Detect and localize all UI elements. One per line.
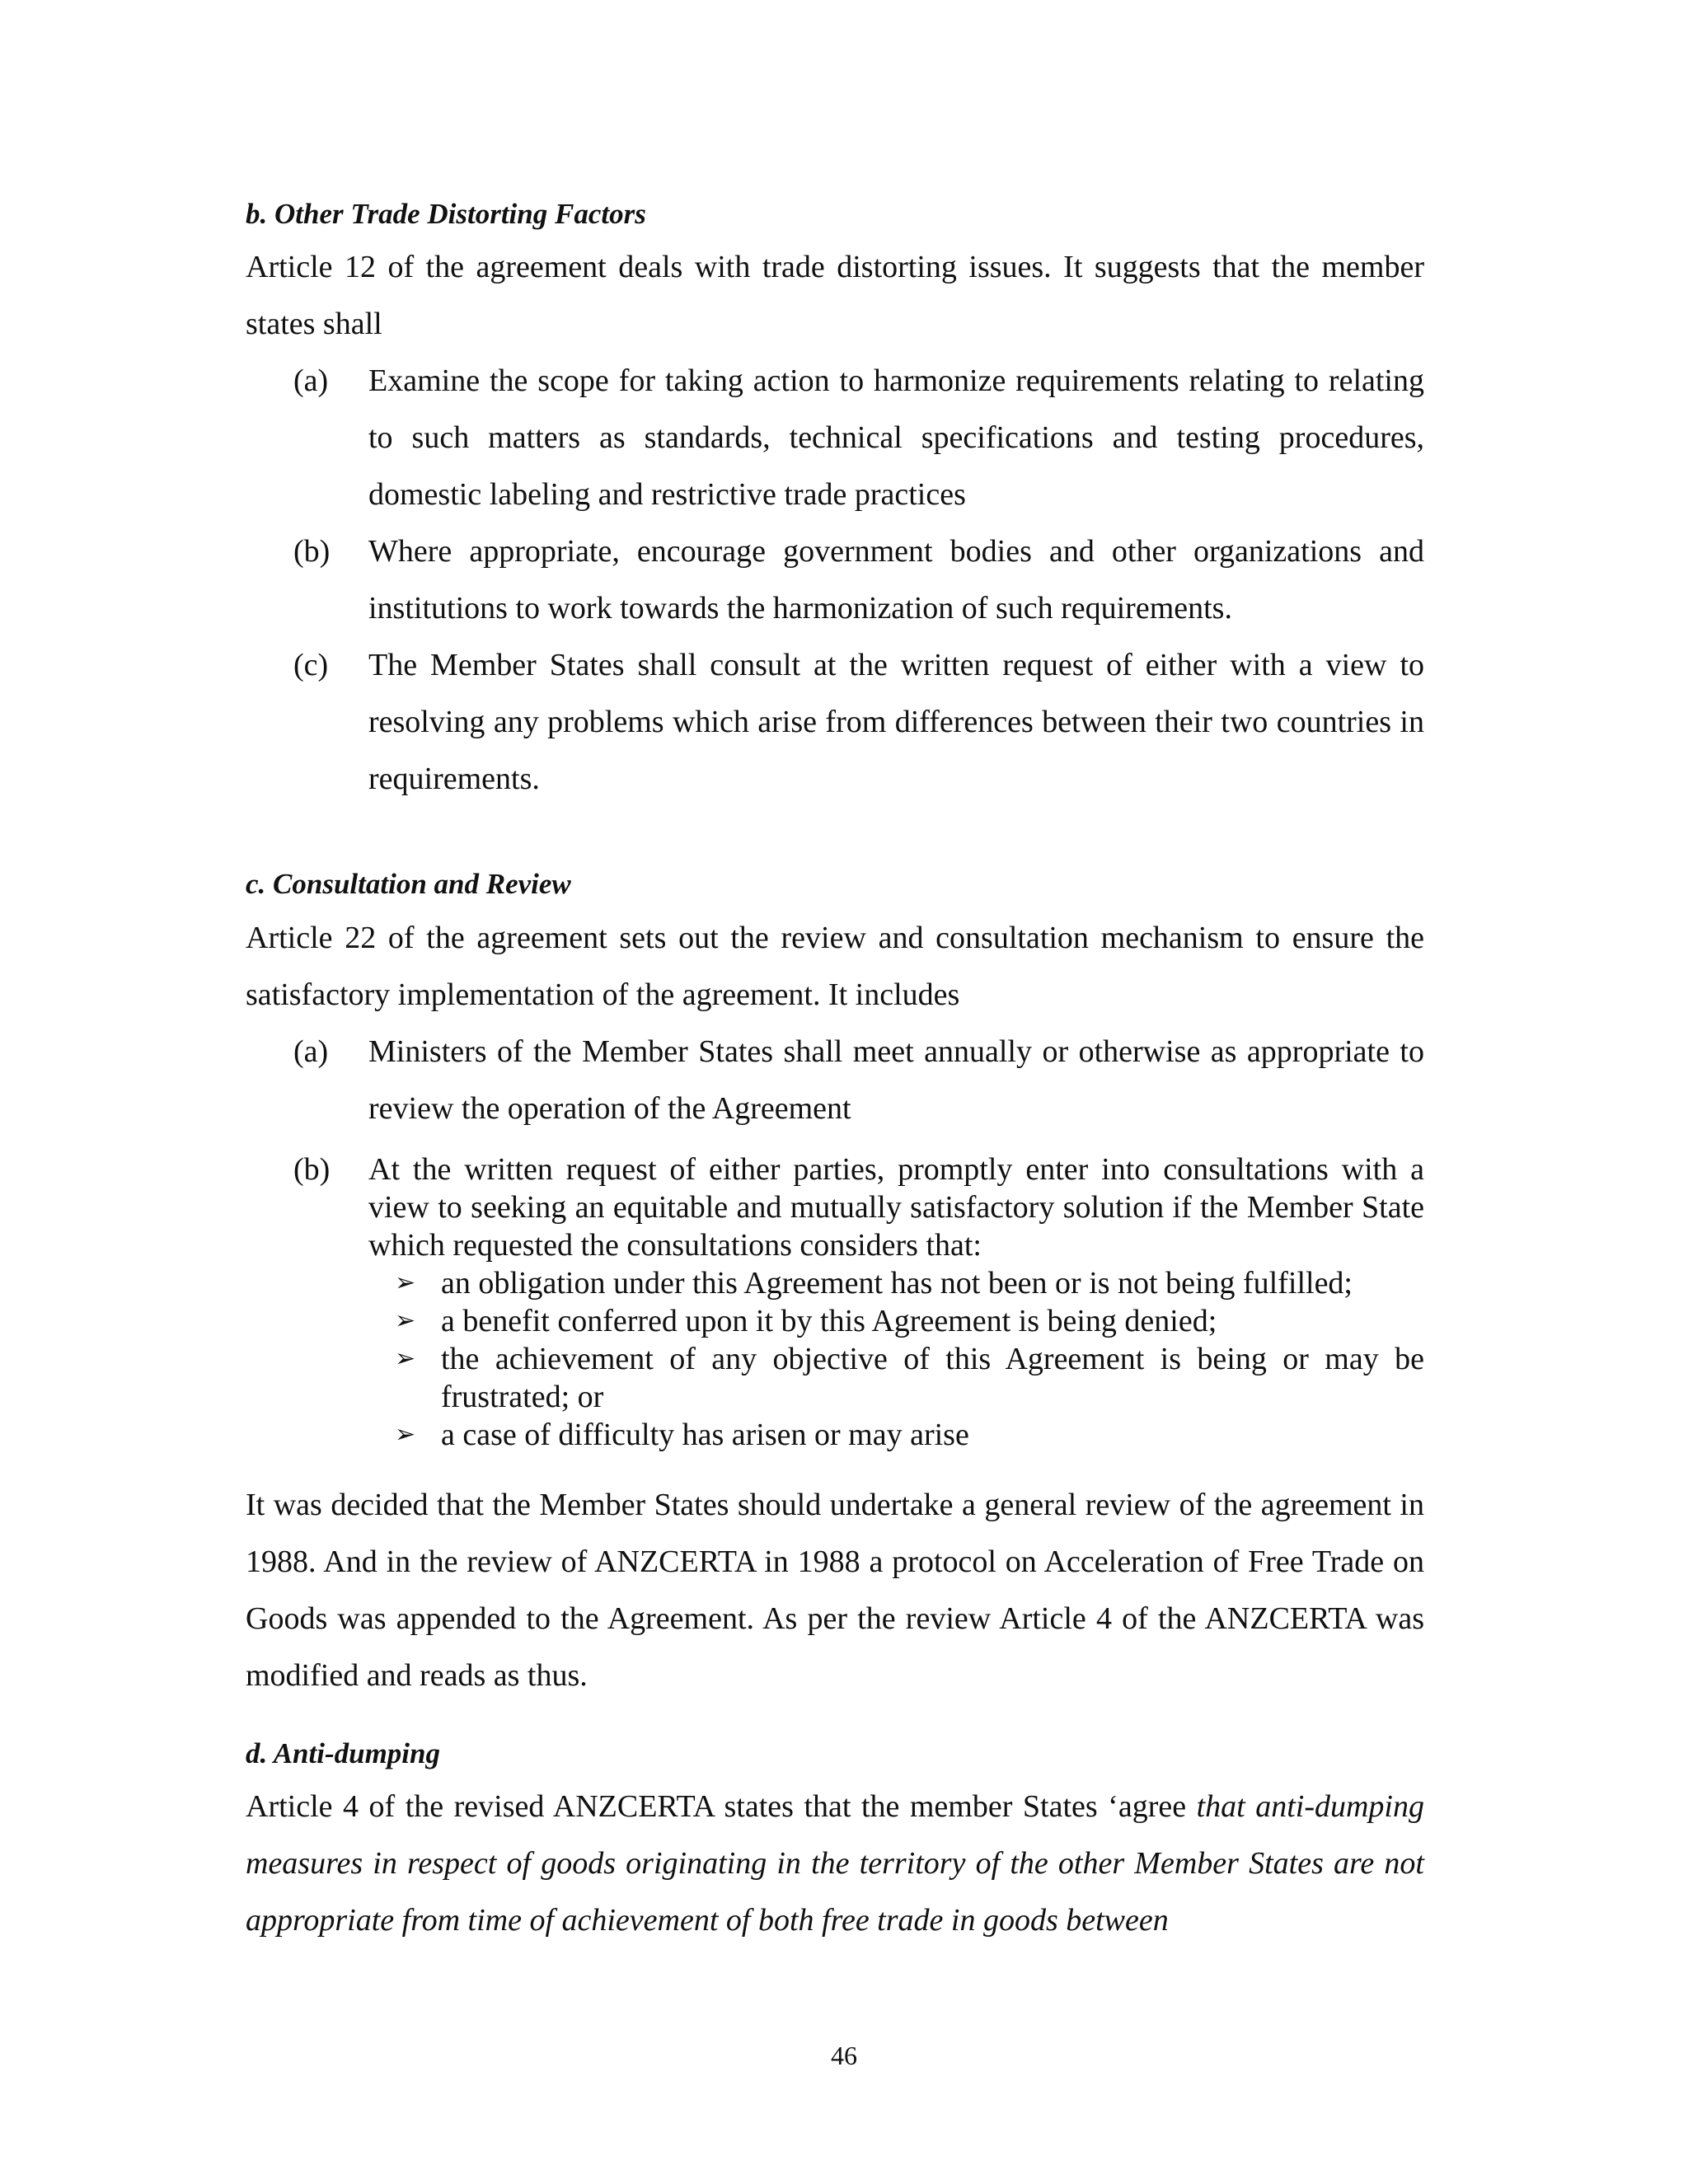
item-label: (a): [293, 363, 329, 398]
section-d-intro: Article 4 of the revised ANZCERTA states that the member States ‘agree that anti-dumping measures in respect of goods originating in the territory of the other Member States are not appropriate from time of achievement of both free trade in goods between: [246, 1789, 1424, 1938]
section-b-heading: b. Other Trade Distorting Factors: [246, 198, 646, 230]
section-b-item-c: [293, 637, 1424, 808]
section-d-heading: d. Anti-dumping: [246, 1737, 440, 1769]
consultation-conditions-list: [368, 1264, 1424, 1454]
item-label: (b): [293, 1152, 331, 1187]
section-c-closing: It was decided that the Member States should undertake a general review of the agreement in 1988. And in the review of ANZCERTA in 1988 a protocol on Acceleration of Free Trade on Goods was appended to the Agreement. As per the review Article 4 of the ANZCERTA was modified and reads as thus.: [246, 1488, 1424, 1693]
arrowhead-bullet-icon: ➢: [395, 1344, 416, 1373]
item-label: (c): [293, 648, 329, 682]
page-number: 46: [831, 2041, 857, 2070]
arrowhead-bullet-icon: ➢: [395, 1306, 416, 1335]
arrowhead-bullet-icon: ➢: [395, 1268, 416, 1297]
item-text: Where appropriate, encourage government bodies and other organizations and institutions to work towards the harmonization of such requirements.: [368, 534, 1424, 626]
list-item: ➢ the achievement of any objective of this Agreement is being or may be frustrated; or: [395, 1342, 1424, 1414]
item-label: (b): [293, 534, 331, 569]
list-item: ➢ a benefit conferred upon it by this Agreement is being denied;: [395, 1304, 1217, 1338]
list-item: ➢ a case of difficulty has arisen or may arise: [395, 1418, 969, 1452]
item-text: At the written request of either parties, promptly enter into consultations with a view to seeking an equitable and mutually satisfactory solution if the Member State which requested the consultations considers that:: [368, 1152, 1424, 1263]
section-c-item-a: [293, 1024, 1424, 1137]
section-b-intro: Article 12 of the agreement deals with trade distorting issues. It suggests that the member states shall: [246, 250, 1424, 341]
section-b-item-a: [293, 353, 1424, 523]
list-item: ➢ an obligation under this Agreement has not been or is not being fulfilled;: [395, 1266, 1353, 1301]
section-c-item-b: [293, 1151, 1424, 1454]
arrowhead-bullet-icon: ➢: [395, 1420, 416, 1449]
section-b-item-b: [293, 523, 1424, 637]
item-label: (a): [293, 1034, 329, 1069]
item-text: The Member States shall consult at the written request of either with a view to resolving any problems which arise from differences between their two countries in requirements.: [368, 648, 1424, 796]
item-text: Examine the scope for taking action to harmonize requirements relating to relating to such matters as standards, technical specifications and testing procedures, domestic labeling and restrictive trade practices: [368, 363, 1424, 512]
section-c-intro: Article 22 of the agreement sets out the review and consultation mechanism to ensure the satisfactory implementation of the agreement. It includes: [246, 921, 1424, 1012]
section-c-heading: c. Consultation and Review: [246, 868, 571, 900]
item-text: Ministers of the Member States shall meet annually or otherwise as appropriate to review the operation of the Agreement: [368, 1034, 1424, 1126]
